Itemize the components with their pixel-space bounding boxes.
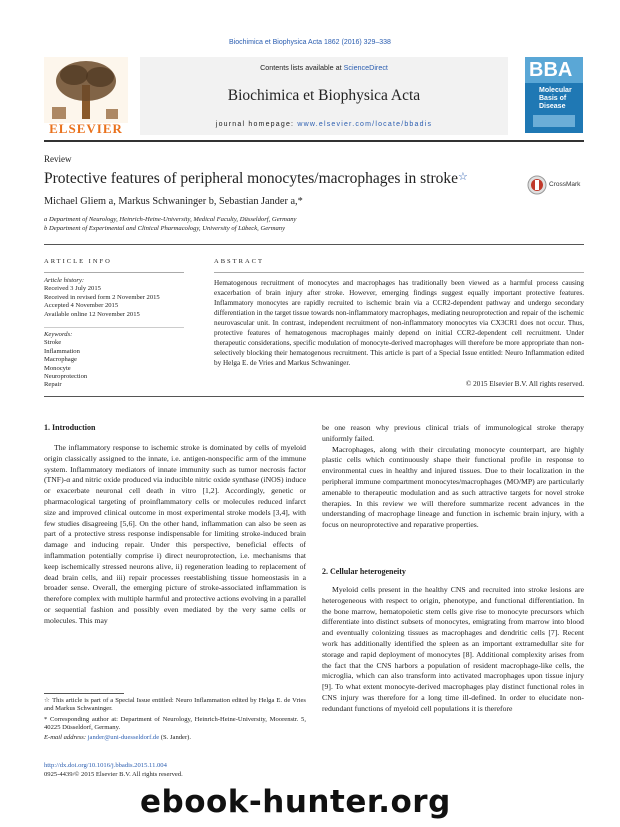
journal-name: Biochimica et Biophysica Acta — [227, 87, 421, 104]
corresponding-author-footnote: * Corresponding author at: Department of Neurology, Heinrich-Heine-University, Moorenstr. 5, 40225 Düsseldorf, Germany. — [44, 715, 306, 732]
special-issue-footnote: ☆ This article is part of a Special Issue entitled: Neuro Inflammation edited by Helga E. de Vries and Markus Schwaninger. — [44, 697, 306, 713]
article-title-line — [44, 170, 468, 188]
left-column-text — [44, 443, 306, 627]
keyword: Stroke — [44, 339, 62, 347]
history-accepted: Accepted 4 November 2015 — [44, 302, 119, 310]
contents-line: Contents lists available at ScienceDirect — [260, 63, 388, 72]
history-online: Available online 12 November 2015 — [44, 310, 140, 318]
history-received: Received 3 July 2015 — [44, 285, 101, 293]
journal-cover — [525, 57, 583, 133]
article-type: Review — [44, 154, 72, 164]
journal-header-box — [140, 57, 508, 135]
paragraph-continued: be one reason why previous clinical trials of immunological stroke therapy uniformly failed. — [322, 423, 584, 443]
footnotes — [44, 697, 306, 742]
introduction-paragraph: The inflammatory response to ischemic stroke is dominated by cells of myeloid origin classically assigned to the innate, i.e. antigen-nonspecific arm of the immune system. Inflammatory mediators of innate immunity such as tumor necrosis factor (TNF)-α and nitric oxide produced via inducible nitric oxide synthase (iNOS) induce or exacerbate neuronal cell death in vitro [1,2]. Accordingly, genetic or pharmacological targeting of proinflammatory cells or molecules reduced infarct size and improved clinical outcome in most experimental stroke models [3,4], with few studies disagreeing [5,6]. On the other hand, inflammation can also be seen as part of a protective stress response indispensable for limiting stroke-induced brain damage and inducing repair. Under this perspective, beneficial effects of inflammation potentially comprise i) direct neuroprotection, i.e. mechanisms that keep ischemically stressed neurons alive, ii) regeneration leading to replacement of dead brain cells, and iii) repair processes reestablishing tissue homeostasis in a broader sense. Overall, the emerging picture of stroke-associated inflammation is therefore complex with multiple harmful and protective actions evolving in a parallel or sequential fashion and possibly even mediated by the very same cells or molecules. This may — [44, 443, 306, 625]
title-footnote-mark[interactable]: ☆ — [458, 171, 468, 183]
heterogeneity-paragraph: Myeloid cells present in the healthy CNS and recruited into stroke lesions are heterogeneous with respect to origin, phenotype, and functional differentiation. In the bone marrow, hematopoietic stem cells give rise to monocyte precursors which differentiate into distinct subsets of monocytes, emigrating from marrow into blood and eventually colonizing tissues as macrophages and dendritic cells [7]. Recent work has additionally identified the spleen as an important extramedullar site for storage and rapid deployment of monocytes [8]. Additional complexity arises from the fact that the CNS harbors a population of resident macrophage-like cells, the microglia, which can also transform into activated macrophages upon tissue injury [9]. To what extent monocyte-derived macrophages play distinct functional roles in CNS injury was therefore for a long time ill-defined. In order to elucidate non-redundant functions of myeloid cell populations it is therefore — [322, 585, 584, 713]
doi-link[interactable]: http://dx.doi.org/10.1016/j.bbadis.2015.11.004 — [44, 762, 167, 769]
article-info-heading: ARTICLE INFO — [44, 258, 112, 265]
affiliation-a: a Department of Neurology, Heinrich-Heine-University, Medical Faculty, Düsseldorf, Germany — [44, 216, 297, 223]
sciencedirect-link[interactable]: ScienceDirect — [343, 63, 388, 72]
publisher-name: ELSEVIER — [49, 121, 123, 136]
elsevier-logo — [44, 57, 128, 135]
watermark: ebook-hunter.org — [140, 784, 451, 820]
keyword: Inflammation — [44, 347, 80, 355]
issn-line: 0925-4439/© 2015 Elsevier B.V. All rights reserved. — [44, 771, 183, 778]
abstract-heading: ABSTRACT — [214, 258, 264, 265]
author-list: Michael Gliem a, Markus Schwaninger b, Sebastian Jander a,* — [44, 196, 303, 207]
keywords-heading: Keywords: — [44, 331, 73, 338]
cover-subtitle-3: Disease — [539, 103, 566, 110]
affiliation-rule — [44, 244, 584, 245]
section-heading-introduction: 1. Introduction — [44, 423, 96, 432]
abstract-end-rule — [44, 396, 584, 397]
keywords-rule — [44, 327, 184, 328]
cover-subtitle-2: Basis of — [539, 95, 567, 102]
keywords-block — [44, 331, 189, 390]
crossmark-badge[interactable] — [527, 175, 587, 197]
keyword: Macrophage — [44, 356, 77, 364]
crossmark-icon — [527, 175, 547, 195]
header-rule — [44, 140, 584, 142]
keyword: Monocyte — [44, 364, 71, 372]
journal-homepage: journal homepage: www.elsevier.com/locate/bbadis — [215, 121, 433, 128]
section-heading-heterogeneity: 2. Cellular heterogeneity — [322, 567, 406, 576]
email-line: E-mail address: jander@uni-duesseldorf.de (S. Jander). — [44, 733, 192, 741]
affiliation-b: b Department of Experimental and Clinical Pharmacology, University of Lübeck, Germany — [44, 225, 285, 232]
history-heading: Article history: — [44, 277, 85, 284]
info-rule — [44, 272, 184, 273]
macrophage-paragraph: Macrophages, along with their circulating monocyte counterpart, are highly plastic cells which continuously shape their functional profile in response to environmental cues in healthy and injured tissues. Due to their localization in the peripheral immune compartment monocytes/macrophages (MO/MP) are particularly amenable to therapeutic modulation and as such attractive targets for novel stroke therapies. In this review we will therefore summarize recent advances in the understanding of macrophage lineage and function in ischemic brain injury, with a focus on neuroprotective and reparative properties. — [322, 444, 584, 530]
article-title: Protective features of peripheral monocytes/macrophages in stroke — [44, 170, 459, 187]
cover-title: BBA — [529, 59, 573, 81]
keyword: Repair — [44, 381, 62, 389]
article-history — [44, 277, 189, 319]
homepage-link[interactable]: www.elsevier.com/locate/bbadis — [297, 121, 433, 128]
right-column-text — [322, 423, 584, 531]
journal-citation[interactable]: Biochimica et Biophysica Acta 1862 (2016) 329–338 — [229, 39, 391, 46]
copyright-notice: © 2015 Elsevier B.V. All rights reserved. — [465, 380, 584, 388]
keyword: Neuroprotection — [44, 373, 88, 381]
crossmark-label: CrossMark — [549, 181, 581, 188]
cover-subtitle-1: Molecular — [539, 87, 572, 94]
abstract-text: Hematogenous recruitment of monocytes and macrophages has traditionally been viewed as a harmful process causing exacerbation of brain injury after stroke. However, emerging findings suggest equally important protective features. Inflammatory monocytes are rapidly recruited to ischemic brain via a CCR2-dependent pathway and undergo secondary differentiation in the target tissue towards non-inflammatory macrophages, mediating neuroprotection and repair of the ischemic neurovascular unit. In contrast, independent recruitment of non-inflammatory monocytes via CX3CR1 does not occur. Thus, protective features of hematogenous macrophages mainly depend on initial CCR2-dependent cell recruitment. Under therapeutic considerations, specific modulation of monocyte-derived macrophages will therefore be more appropriate than non-selectively blocking their hematogenous recruitment. This article is part of a Special Issue entitled: Neuro Inflammation edited by Helga E. de Vries and Markus Schwaninger. — [214, 279, 584, 367]
abstract-rule — [214, 272, 584, 273]
email-link[interactable]: jander@uni-duesseldorf.de — [87, 733, 160, 741]
heterogeneity-text — [322, 585, 584, 715]
history-revised: Received in revised form 2 November 2015 — [44, 293, 160, 301]
footnote-rule — [44, 693, 124, 694]
